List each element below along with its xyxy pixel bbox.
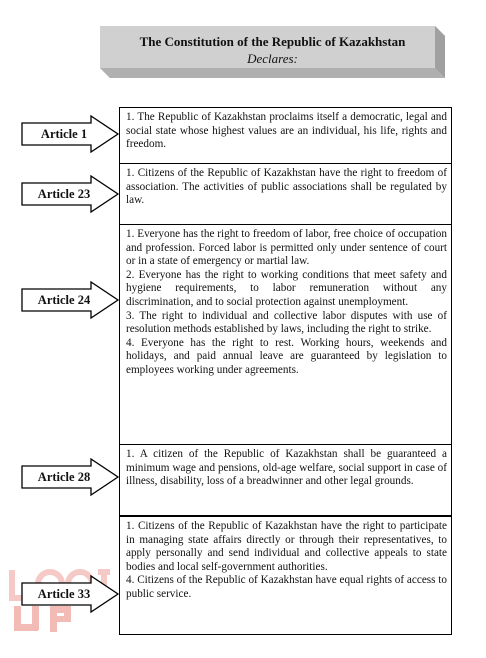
article-label: Article 28 — [37, 470, 91, 484]
article-text-box — [119, 224, 452, 445]
article-arrow — [21, 115, 121, 153]
article-paragraph: 1. Citizens of the Republic of Kazakhstan have the right to participate in managing state affairs directly or through their representatives, to apply personally and send individual and collective appeals to state bodies and local self-government authorities. — [126, 520, 447, 573]
article-paragraph: 2. Everyone has the right to working conditions that meet safety and hygiene requirements, to labor remuneration without any discrimination, and to social protection against unemployment. — [126, 268, 447, 308]
article-paragraph: 4. Citizens of the Republic of Kazakhstan have equal rights of access to public service. — [126, 574, 447, 600]
article-paragraph: 1. Everyone has the right to freedom of labor, free choice of occupation and profession. Forced labor is permitted only under sentence of court or in a state of emergency or martial law. — [126, 228, 447, 268]
article-paragraph: 1. A citizen of the Republic of Kazakhstan shall be guaranteed a minimum wage and pensions, old-age welfare, social support in case of illness, disability, loss of a breadwinner and other legal grounds. — [126, 448, 447, 488]
page-title: The Constitution of the Republic of Kazakhstan — [139, 34, 406, 49]
page-subtitle: Declares: — [247, 51, 298, 66]
header-banner — [100, 26, 445, 78]
article-label: Article 23 — [37, 187, 91, 201]
article-paragraph: 4. Everyone has the right to rest. Working hours, weekends and holidays, and paid annual leave are guaranteed by legislation to employees working under agreements. — [126, 336, 447, 376]
article-text-box — [119, 516, 452, 635]
article-arrow — [21, 458, 121, 496]
article-text-box — [119, 163, 452, 225]
article-label: Article 24 — [37, 293, 91, 307]
article-label: Article 1 — [40, 127, 88, 141]
article-label: Article 33 — [37, 587, 91, 601]
article-arrow — [21, 175, 121, 213]
article-paragraph: 1. The Republic of Kazakhstan proclaims itself a democratic, legal and social state whose highest values are an individual, his life, rights and freedom. — [126, 111, 447, 151]
article-arrow — [21, 575, 121, 613]
article-text-box — [119, 444, 452, 516]
article-paragraph: 3. The right to individual and collective labor disputes with use of resolution methods established by laws, including the right to strike. — [126, 309, 447, 336]
article-paragraph: 1. Citizens of the Republic of Kazakhstan have the right to freedom of association. The activities of public associations shall be regulated by law. — [126, 167, 447, 207]
article-arrow — [21, 281, 121, 319]
article-text-box — [119, 107, 452, 164]
